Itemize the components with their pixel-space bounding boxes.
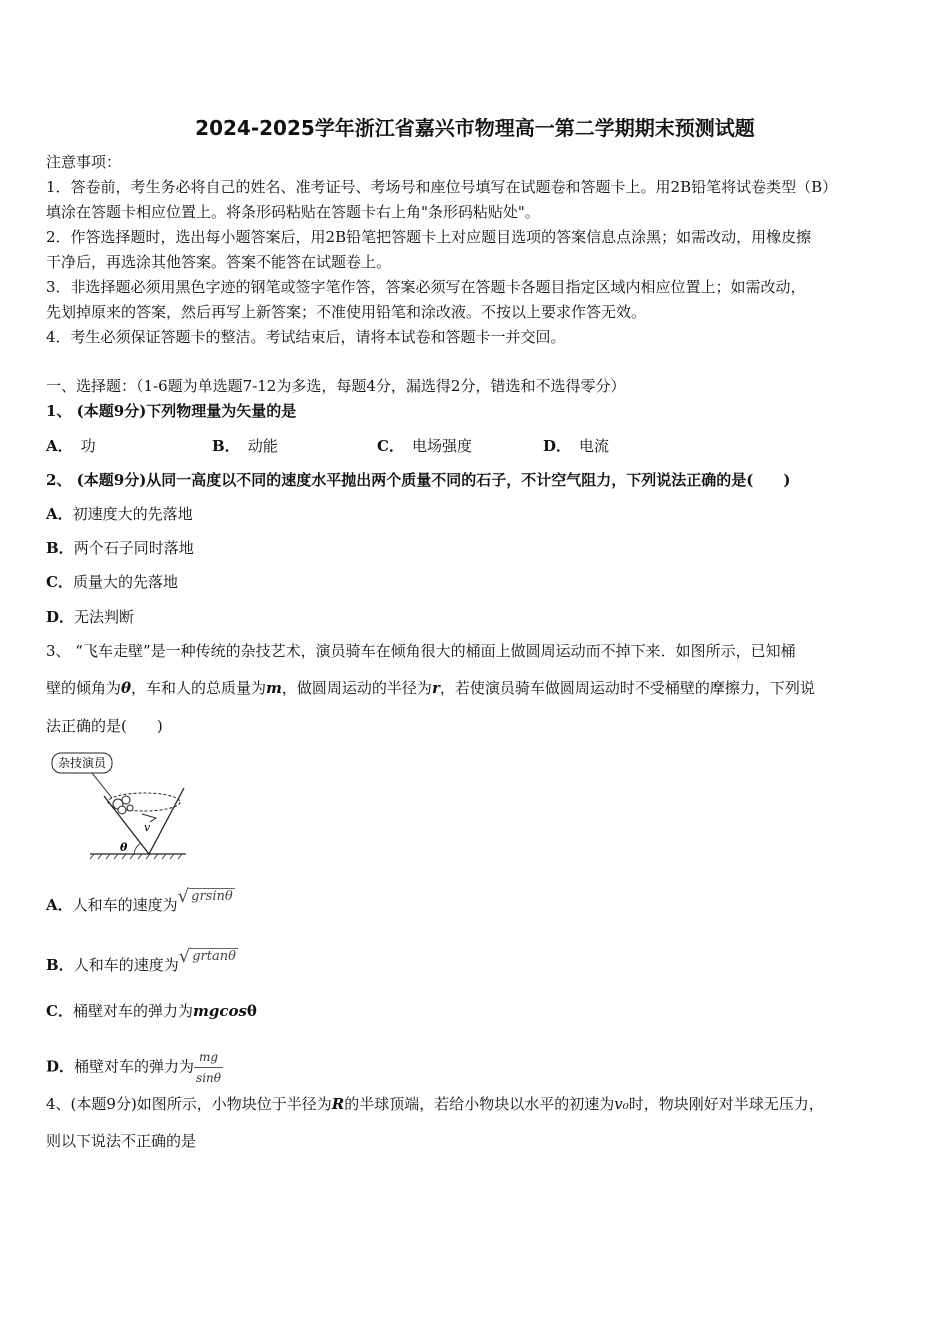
label-pointer — [92, 773, 112, 798]
option-c: C．桶壁对车的弹力为mgcosθ — [46, 1002, 257, 1020]
notice-line: 3．非选择题必须用黑色字迹的钢笔或签字笔作答，答案必须写在答题卡各题目指定区域内相应位置上；如需改动， — [46, 278, 806, 296]
question-3-line-1: 3、 “飞车走壁”是一种传统的杂技艺术，演员骑车在倾角很大的桶面上做圆周运动而不掉下来．如图所示，已知桶 — [46, 642, 796, 660]
option-a: A．初速度大的先落地 — [46, 505, 193, 523]
velocity-label: v — [144, 821, 151, 834]
option-d: D．桶壁对车的弹力为 $\frac{mg}{\sin\theta}$ — [46, 1047, 223, 1088]
rider-icon — [118, 806, 126, 814]
notice-line: 填涂在答题卡相应位置上。将条形码粘贴在答题卡右上角"条形码粘贴处"。 — [46, 203, 540, 221]
figure-label: 杂技演员 — [57, 756, 107, 770]
angle-arc — [134, 843, 141, 854]
option-b: B． 动能 — [212, 437, 278, 455]
notice-line: 4．考生必须保证答题卡的整洁。考试结束后，请将本试卷和答题卡一并交回。 — [46, 328, 566, 346]
wall-of-death-figure — [46, 748, 196, 863]
question-2-text: 2、 (本题9分)从同一高度以不同的速度水平抛出两个质量不同的石子，不计空气阻力，下列说法正确的是( ) — [46, 471, 791, 489]
notice-line: 先划掉原来的答案，然后再写上新答案；不准使用铅笔和涂改液。不按以上要求作答无效。 — [46, 303, 647, 321]
notice-line: 1．答卷前，考生务必将自己的姓名、准考证号、考场号和座位号填写在试题卷和答题卡上。用2B铅笔将试卷类型（B） — [46, 178, 838, 196]
option-d: D．无法判断 — [46, 608, 135, 626]
cone-right-wall — [149, 788, 184, 854]
option-c: C． 电场强度 — [377, 437, 472, 455]
sqrt-expression: √ grsinθ — [177, 886, 233, 907]
ground-hatch — [90, 854, 182, 859]
section-heading: 一、选择题：（1-6题为单选题7-12为多选，每题4分，漏选得2分，错选和不选得零分） — [46, 377, 626, 395]
notice-line: 干净后，再选涂其他答案。答案不能答在试题卷上。 — [46, 253, 392, 271]
option-c: C．质量大的先落地 — [46, 573, 178, 591]
question-1-text: 1、 (本题9分)下列物理量为矢量的是 — [46, 402, 297, 420]
notice-line: 2．作答选择题时，选出每小题答案后，用2B铅笔把答题卡上对应题目选项的答案信息点涂黑；如需改动，用橡皮擦 — [46, 228, 812, 246]
fraction-expression: $\frac{mg}{\sin\theta}$ — [194, 1047, 223, 1088]
question-1-options — [46, 435, 746, 455]
option-b: B．两个石子同时落地 — [46, 539, 194, 557]
page-title: 2024-2025学年浙江省嘉兴市物理高一第二学期期末预测试题 — [195, 116, 755, 140]
option-a: A． 功 — [46, 437, 96, 455]
option-d: D． 电流 — [543, 437, 610, 455]
question-3-line-2: 壁的倾角为θ，车和人的总质量为m，做圆周运动的半径为r，若使演员骑车做圆周运动时不受桶壁的摩擦力，下列说 — [46, 679, 815, 697]
rider-icon — [127, 805, 133, 811]
option-b: B．人和车的速度为√ grtanθ — [46, 946, 236, 974]
notice-heading: 注意事项： — [46, 153, 122, 171]
rider-icon — [122, 796, 130, 804]
option-a: A．人和车的速度为√ grsinθ — [46, 886, 233, 914]
sqrt-expression: √ grtanθ — [178, 946, 236, 967]
question-3-line-3: 法正确的是( ) — [46, 717, 163, 735]
question-4-line-1: 4、(本题9分)如图所示，小物块位于半径为R的半球顶端，若给小物块以水平的初速为v₀时，物块刚好对半球无压力， — [46, 1095, 824, 1113]
angle-label: θ — [120, 841, 128, 854]
question-4-line-2: 则以下说法不正确的是 — [46, 1132, 197, 1150]
